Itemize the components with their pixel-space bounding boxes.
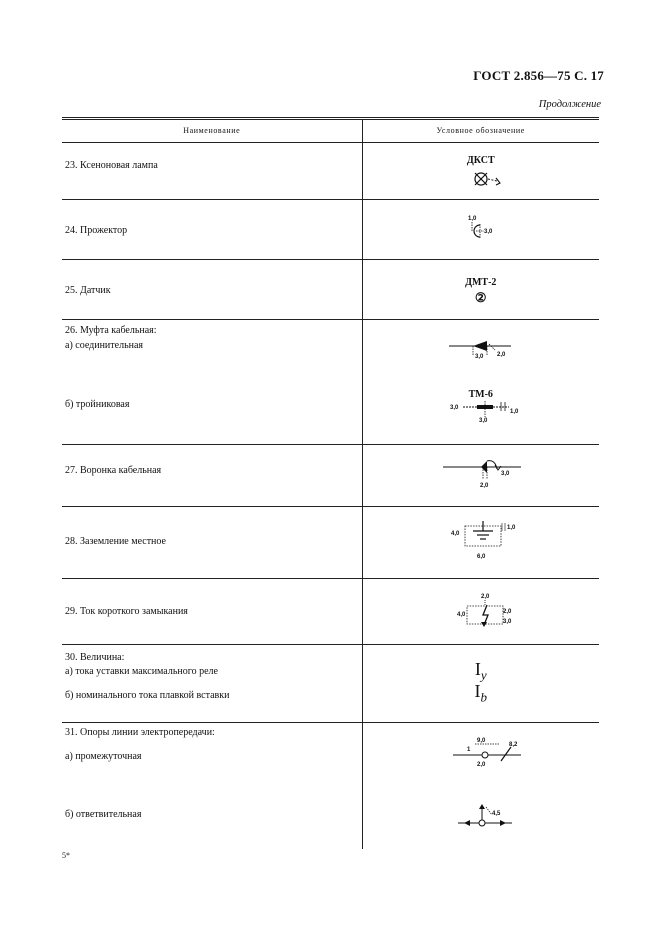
coupling-dim-1: 3,0 <box>474 354 483 360</box>
row-sub-30b: б) номинального тока плавкой вставки <box>65 690 230 701</box>
row-symbol-cell <box>362 320 599 445</box>
row-sub-26a: а) соединительная <box>65 340 144 351</box>
short-circuit-current-symbol <box>457 591 519 635</box>
row-name-28: 28. Заземление местное <box>65 536 166 547</box>
projector-dim-2: 3,0 <box>483 229 492 235</box>
ground-dim-2: 1,0 <box>506 525 515 531</box>
relay-current-symbol <box>363 659 600 684</box>
tee-dim-2: 1,0 <box>509 409 518 415</box>
funnel-dim-1: 3,0 <box>500 471 509 477</box>
row-sub-31a: а) промежуточная <box>65 751 142 762</box>
row-name-26: 26. Муфта кабельная: <box>65 325 157 336</box>
row-symbol-cell <box>362 445 599 507</box>
table-row <box>62 320 599 445</box>
table-row <box>62 723 599 849</box>
row-name-23: 23. Ксеноновая лампа <box>65 160 158 171</box>
sc-dim-1: 2,0 <box>480 594 489 600</box>
row-name-cell <box>62 143 362 200</box>
sc-dim-2: 4,0 <box>456 612 465 618</box>
branch-dim-1: 4,5 <box>491 811 500 817</box>
support-dim-1: 9,0 <box>476 738 485 744</box>
row-symbol-cell <box>362 723 599 849</box>
support-dim-3: 2,0 <box>476 762 485 768</box>
sensor-circle-symbol: ② <box>474 290 487 305</box>
row-name-cell <box>62 579 362 645</box>
continuation-label: Продолжение <box>538 99 601 110</box>
symbol-subscript: у <box>480 667 487 683</box>
symbol-letter: I <box>474 681 481 701</box>
cable-coupling-joint-symbol <box>449 336 519 362</box>
sc-dim-3: 2,0 <box>502 609 511 615</box>
projector-symbol <box>466 212 506 242</box>
row-name-25: 25. Датчик <box>65 285 111 296</box>
tee-dim-1: 3,0 <box>449 405 458 411</box>
symbol-subscript: b <box>480 689 487 705</box>
row-name-27: 27. Воронка кабельная <box>65 465 162 476</box>
column-header-symbol: Условное обозначение <box>362 119 599 143</box>
table-header-row <box>62 119 599 143</box>
funnel-dim-2: 2,0 <box>479 483 488 489</box>
row-name-31: 31. Опоры линии электропередачи: <box>65 727 215 738</box>
column-header-name: Наименование <box>62 119 362 143</box>
intermediate-support-symbol <box>453 735 525 771</box>
table-row <box>62 645 599 723</box>
page-footer-mark: 5* <box>62 851 70 860</box>
sc-dim-4: 3,0 <box>502 619 511 625</box>
row-name-24: 24. Прожектор <box>65 225 128 236</box>
symbols-table <box>62 117 599 849</box>
row-symbol-cell <box>362 143 599 200</box>
row-name-cell <box>62 260 362 320</box>
row-name-29: 29. Ток короткого замыкания <box>65 606 188 617</box>
symbol-label-26b: ТМ-6 <box>468 389 493 400</box>
table-row <box>62 260 599 320</box>
row-name-cell <box>62 320 362 445</box>
table-row <box>62 200 599 260</box>
table-row <box>62 507 599 579</box>
row-symbol-cell <box>362 507 599 579</box>
row-name-cell <box>62 723 362 849</box>
row-symbol-cell <box>362 645 599 723</box>
symbol-letter: I <box>474 659 481 679</box>
row-name-cell <box>62 445 362 507</box>
row-name-cell <box>62 200 362 260</box>
cable-coupling-tee-symbol <box>449 399 521 425</box>
row-symbol-cell <box>362 200 599 260</box>
ground-dim-3: 6,0 <box>476 554 485 560</box>
projector-dim-1: 1,0 <box>467 216 476 222</box>
xenon-lamp-symbol <box>471 170 505 190</box>
row-name-cell <box>62 645 362 723</box>
support-dim-4: 8,2 <box>508 742 517 748</box>
row-symbol-cell <box>362 260 599 320</box>
row-sub-30a: а) тока уставки максимального реле <box>65 666 218 677</box>
table-row <box>62 445 599 507</box>
symbol-label-25: ДМТ-2 <box>465 277 497 288</box>
row-name-30: 30. Величина: <box>65 652 125 663</box>
local-ground-symbol <box>451 521 521 563</box>
table-row <box>62 579 599 645</box>
page-header-standard: ГОСТ 2.856—75 С. 17 <box>473 68 604 83</box>
row-sub-26b: б) тройниковая <box>65 399 130 410</box>
row-sub-31b: б) ответвительная <box>65 809 142 820</box>
cable-funnel-symbol <box>443 457 527 493</box>
table-row <box>62 143 599 200</box>
ground-dim-1: 4,0 <box>450 531 459 537</box>
support-dim-2: 1 <box>466 747 470 753</box>
row-symbol-cell <box>362 579 599 645</box>
coupling-dim-2: 2,0 <box>496 352 505 358</box>
fuse-current-symbol <box>363 681 600 706</box>
symbol-label-23: ДКСТ <box>466 155 495 166</box>
row-name-cell <box>62 507 362 579</box>
tee-dim-3: 3,0 <box>478 418 487 424</box>
branch-support-symbol <box>458 801 520 831</box>
